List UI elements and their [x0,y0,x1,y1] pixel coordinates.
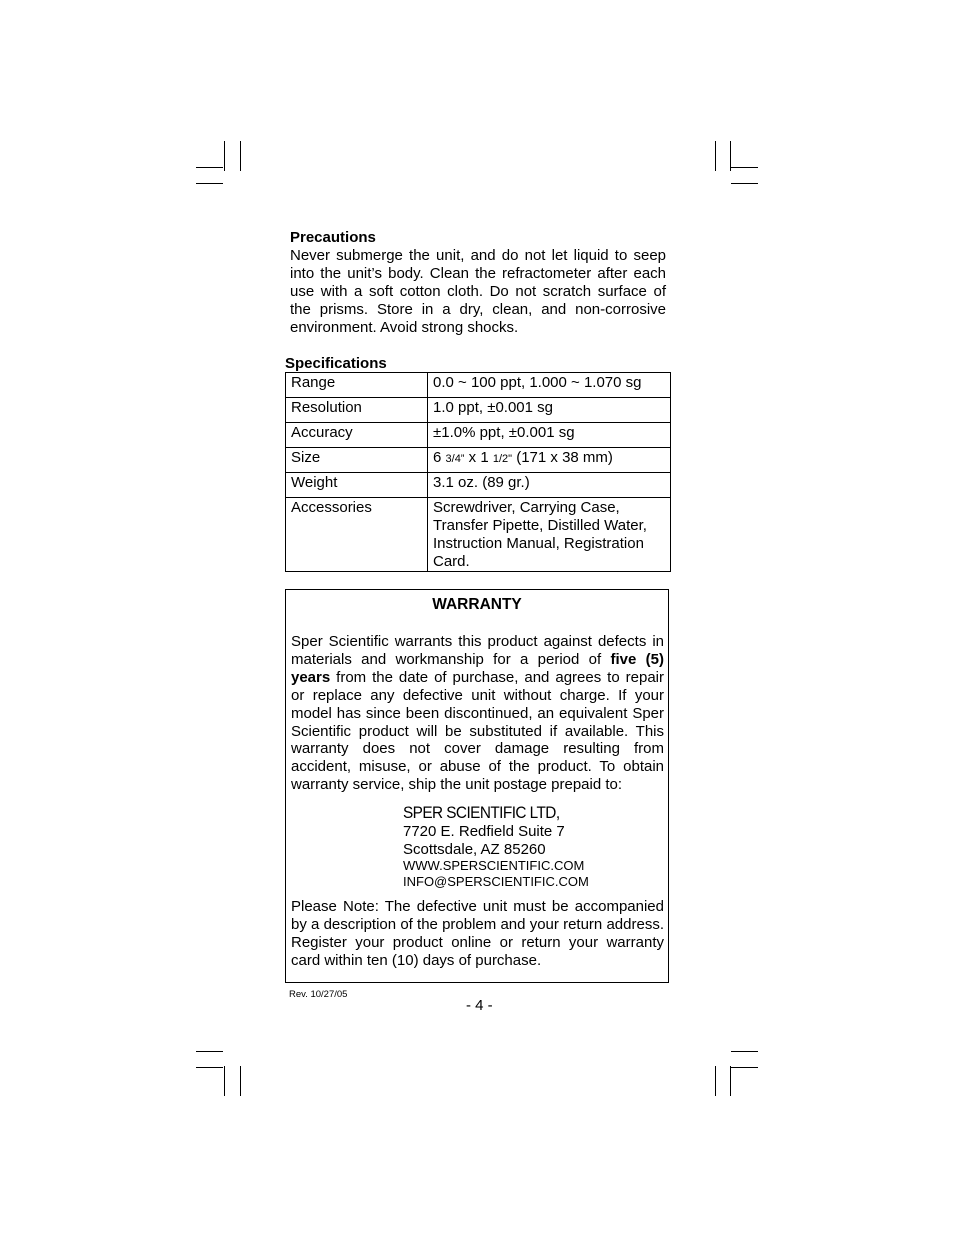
warranty-text-part: from the date of purchase, and agrees to repair or replace any defective unit without charge. If your model has since been discontinued, an equivalent Sper Scientific product will be substituted if available. This warranty does not cover damage resulting from accident, misuse, or abuse of the product. To obtain warranty service, ship the unit postage prepaid to: [291,668,664,794]
precautions-text: Never submerge the unit, and do not let liquid to seep into the unit’s body. Clean the refractometer after each use with a soft cotton cloth. Do not scratch surface of the prisms. Store in a dry, clean, and non-corrosive environment. Avoid strong shocks. [290,247,666,336]
table-row [286,448,671,473]
table-row [286,473,671,498]
specifications-table [285,372,671,572]
table-row [286,373,671,398]
warranty-text [291,633,664,794]
spec-value: 1.0 ppt, ±0.001 sg [428,398,671,423]
size-part: (171 x 38 mm) [512,449,613,466]
page-number: - 4 - [466,997,493,1014]
size-part: 6 [433,449,446,466]
address-street: 7720 E. Redfield Suite 7 [403,823,565,840]
spec-label: Weight [286,473,428,498]
warranty-heading: WARRANTY [432,596,522,613]
warranty-period: five (5) years [291,650,664,686]
spec-label: Size [286,448,428,473]
spec-value: Screwdriver, Carrying Case, Transfer Pipette, Distilled Water, Instruction Manual, Registration Card. [428,498,671,572]
warranty-box [285,589,669,983]
revision-label: Rev. 10/27/05 [289,989,348,1000]
size-part: x 1 [464,449,493,466]
spec-value [428,448,671,473]
spec-label: Accessories [286,498,428,572]
precautions-heading: Precautions [290,229,376,246]
spec-value: 0.0 ~ 100 ppt, 1.000 ~ 1.070 sg [428,373,671,398]
warranty-text-part: Sper Scientific warrants this product against defects in materials and workmanship for a period of [291,633,664,668]
table-row [286,398,671,423]
warranty-note: Please Note: The defective unit must be accompanied by a description of the problem and your return address. Register your product online or return your warranty card within ten (10) days of purchase. [291,898,664,969]
spec-label: Range [286,373,428,398]
size-fraction: 3/4” [445,453,465,465]
email-link[interactable]: INFO@SPERSCIENTIFIC.COM [403,874,589,889]
spec-value: 3.1 oz. (89 gr.) [428,473,671,498]
table-row [286,498,671,572]
website-link[interactable]: WWW.SPERSCIENTIFIC.COM [403,858,585,873]
spec-label: Accuracy [286,423,428,448]
spec-label: Resolution [286,398,428,423]
address-city: Scottsdale, AZ 85260 [403,841,546,858]
size-fraction: 1/2" [492,453,513,465]
spec-value: ±1.0% ppt, ±0.001 sg [428,423,671,448]
table-row [286,423,671,448]
specifications-heading: Specifications [285,355,387,372]
company-name: SPER SCIENTIFIC LTD, [403,804,560,822]
